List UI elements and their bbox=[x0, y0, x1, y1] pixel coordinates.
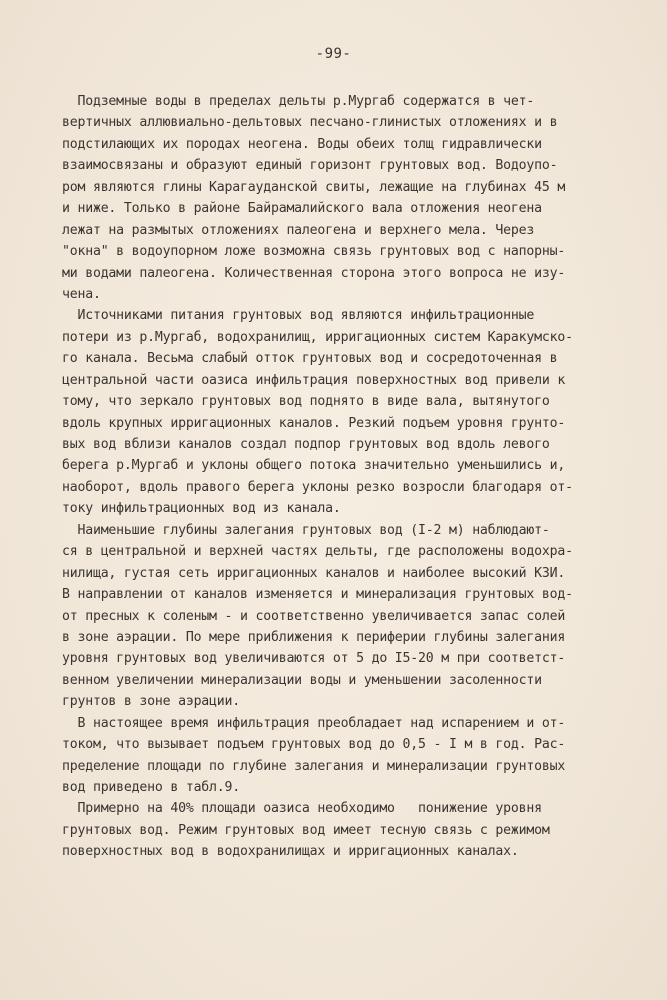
body-text bbox=[62, 91, 622, 863]
text-line: пределение площади по глубине залегания и минерализации грунтовых bbox=[62, 758, 566, 774]
text-line: вых вод вблизи каналов создал подпор грунтовых вод вдоль левого bbox=[62, 437, 550, 452]
text-line: взаимосвязаны и образуют единый горизонт грунтовых вод. Водоупо- bbox=[62, 158, 558, 174]
text-line: током, что вызывает подъем грунтовых вод до 0,5 - I м в год. Рас- bbox=[62, 737, 566, 753]
text-line: ром являются глины Карагауданской свиты, лежащие на глубинах 45 м bbox=[62, 179, 566, 195]
page-number: -99- bbox=[315, 46, 352, 62]
text-line: вод приведено в табл.9. bbox=[62, 780, 241, 795]
text-line: венном увеличении минерализации воды и уменьшении засоленности bbox=[62, 672, 542, 688]
text-line: лежат на размытых отложениях палеогена и верхнего мела. Через bbox=[62, 222, 535, 238]
text-line: "окна" в водоупорном ложе возможна связь грунтовых вод с напорны- bbox=[62, 244, 566, 260]
text-line: от пресных к соленым - и соответственно увеличивается запас солей bbox=[62, 608, 566, 624]
text-line: чена. bbox=[62, 286, 101, 302]
text-line: В направлении от каналов изменяется и минерализация грунтовых вод- bbox=[62, 587, 573, 603]
text-line: тому, что зеркало грунтовых вод поднято в виде вала, вытянутого bbox=[62, 394, 550, 410]
text-line: в зоне аэрации. По мере приближения к периферии глубины залегания bbox=[62, 629, 566, 645]
text-line: центральной части оазиса инфильтрация поверхностных вод привели к bbox=[62, 372, 566, 388]
text-line: поверхностных вод в водохранилищах и ирригационных каналах. bbox=[62, 844, 519, 860]
text-line: подстилающих их породах неогена. Воды обеих толщ гидравлически bbox=[62, 136, 542, 152]
text-line: и ниже. Только в районе Байрамалийского вала отложения неогена bbox=[62, 201, 542, 217]
text-line: грунтов в зоне аэрации. bbox=[62, 694, 241, 710]
text-line: Подземные воды в пределах дельты р.Мургаб содержатся в чет- bbox=[62, 94, 535, 109]
text-line: го канала. Весьма слабый отток грунтовых вод и сосредоточенная в bbox=[62, 351, 558, 367]
text-line: ся в центральной и верхней частях дельты, где расположены водохра- bbox=[62, 544, 573, 560]
text-line: вдоль крупных ирригационных каналов. Резкий подъем уровня грунто- bbox=[62, 415, 566, 431]
text-line: Источниками питания грунтовых вод являются инфильтрационные bbox=[62, 308, 535, 324]
text-line: Примерно на 40% площади оазиса необходимо понижение уровня bbox=[62, 801, 542, 817]
text-line: ми водами палеогена. Количественная сторона этого вопроса не изу- bbox=[62, 265, 566, 281]
text-line: берега р.Мургаб и уклоны общего потока значительно уменьшились и, bbox=[62, 458, 566, 474]
text-line: току инфильтрационных вод из канала. bbox=[62, 501, 341, 517]
text-line: В настоящее время инфильтрация преобладает над испарением и от- bbox=[62, 715, 566, 731]
text-line: нилища, густая сеть ирригационных каналов и наиболее высокий КЗИ. bbox=[62, 565, 566, 581]
text-line: вертичных аллювиально-дельтовых песчано-глинистых отложениях и в bbox=[62, 115, 558, 131]
text-line: грунтовых вод. Режим грунтовых вод имеет тесную связь с режимом bbox=[62, 822, 550, 838]
text-line: Наименьшие глубины залегания грунтовых вод (I-2 м) наблюдают- bbox=[62, 522, 550, 538]
text-line: уровня грунтовых вод увеличиваются от 5 до I5-20 м при соответст- bbox=[62, 651, 566, 667]
text-line: наоборот, вдоль правого берега уклоны резко возросли благодаря от- bbox=[62, 479, 573, 495]
text-line: потери из р.Мургаб, водохранилищ, ирригационных систем Каракумско- bbox=[62, 329, 573, 345]
